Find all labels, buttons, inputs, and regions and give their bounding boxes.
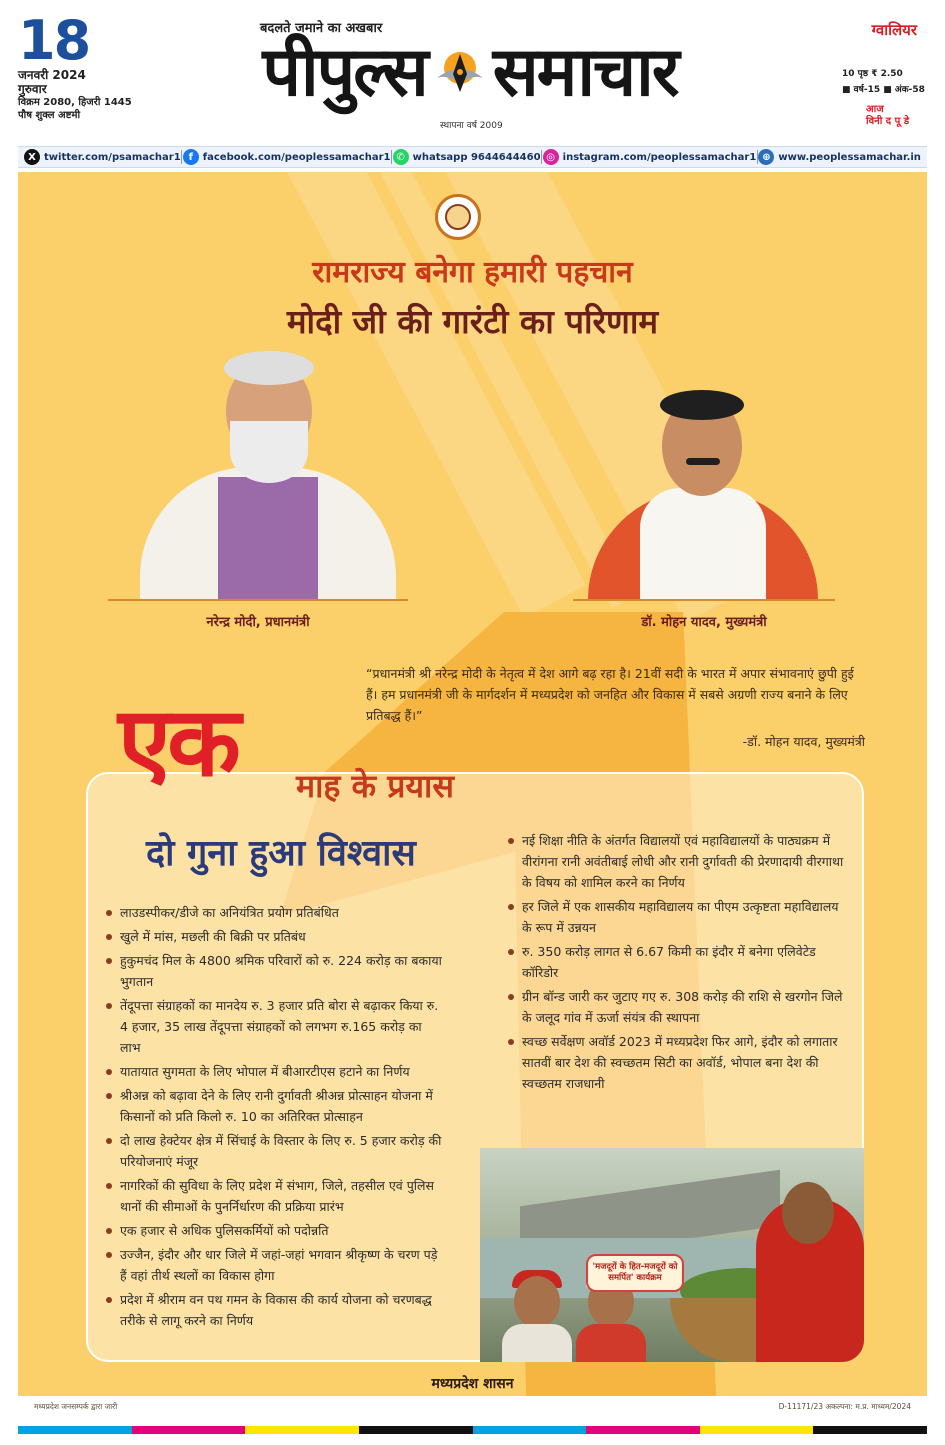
list-item: प्रदेश में श्रीराम वन पथ गमन के विकास की कार्य योजना को चरणबद्ध तरीके से लागू करने का निर्णय — [106, 1289, 446, 1331]
worker — [502, 1266, 572, 1362]
achievements-list-left — [106, 902, 446, 1334]
instagram-link[interactable] — [543, 149, 757, 165]
brand-left: पीपुल्स — [262, 33, 427, 112]
list-item: नागरिकों की सुविधा के लिए प्रदेश में संभाग, जिले, तहसील एवं पुलिस थानों की सीमाओं के पुनर्निर्धारण की प्रक्रिया प्रारंभ — [106, 1175, 446, 1217]
color-swatch — [813, 1426, 927, 1434]
achievements-list-right — [508, 830, 848, 1097]
newspaper-logo[interactable] — [170, 30, 770, 116]
print-color-bar — [18, 1426, 927, 1434]
photo-collage — [480, 1148, 864, 1362]
globe-icon: ⊕ — [758, 149, 774, 165]
facebook-handle: facebook.com/peoplessamachar1 — [202, 151, 391, 163]
instagram-icon: ◎ — [543, 149, 559, 165]
color-swatch — [473, 1426, 587, 1434]
ad-code: D-11171/23 अकल्पना: म.प्र. माध्यम/2024 — [778, 1402, 911, 1411]
color-swatch — [245, 1426, 359, 1434]
headline-secondary: मोदी जी की गारंटी का परिणाम — [286, 302, 659, 341]
woman-face — [782, 1182, 834, 1244]
color-swatch — [132, 1426, 246, 1434]
portrait-moustache — [686, 458, 720, 465]
calendar-line: विक्रम 2080, हिजरी 1445 — [18, 97, 132, 108]
mp-government-seal-icon — [435, 194, 481, 240]
ad-footer — [18, 1370, 927, 1396]
list-item: एक हजार से अधिक पुलिसकर्मियों को पदोन्नति — [106, 1220, 446, 1241]
pen-nib-logo-icon — [431, 44, 489, 102]
x-logo-icon: X — [24, 149, 40, 165]
website-url: www.peoplessamachar.in — [778, 151, 921, 163]
pm-portrait — [118, 347, 418, 599]
list-item: स्वच्छ सर्वेक्षण अवॉर्ड 2023 में मध्यप्रदेश फिर आगे, इंदौर को लगातार सातवीं बार देश की स्वच्छतम सिटी का अवॉर्ड, भोपाल बना देश की स्वच्छतम राजधानी — [508, 1031, 848, 1094]
color-swatch — [700, 1426, 814, 1434]
list-item: हुकुमचंद मिल के 4800 श्रमिक परिवारों को रु. 224 करोड़ का बकाया भुगतान — [106, 950, 446, 992]
list-item: हर जिले में एक शासकीय महाविद्यालय का पीएम उत्कृष्टता महाविद्यालय के रूप में उन्नयन — [508, 896, 848, 938]
list-item: श्रीअन्न को बढ़ावा देने के लिए रानी दुर्गावती श्रीअन्न प्रोत्साहन योजना में किसानों को प्रति किलो रु. 10 का अतिरिक्त प्रोत्साहन — [106, 1085, 446, 1127]
cm-quote: “प्रधानमंत्री श्री नरेन्द्र मोदी के नेतृत्व में देश आगे बढ़ रहा है। 21वीं सदी के भारत में अपार संभावनाएं छुपी हुई हैं। हम प्रधानमंत्री जी के मार्गदर्शन में मध्यप्रदेश को जनहित और विकास में सबसे अग्रणी राज्य बनाने के लिए प्रतिबद्ध हैं।” — [366, 666, 854, 723]
farmer-woman-photo — [756, 1168, 864, 1362]
tithi: पौष शुक्ल अष्टमी — [18, 110, 81, 121]
program-badge: 'मजदूरों के हित-मजदूरों को समर्पित' कार्यक्रम — [586, 1254, 684, 1292]
facebook-icon: f — [183, 149, 199, 165]
ek-headline: एक — [118, 686, 237, 798]
list-item: लाउडस्पीकर/डीजे का अनियंत्रित प्रयोग प्रतिबंधित — [106, 902, 446, 923]
instagram-handle: instagram.com/peoplessamachar1 — [562, 151, 757, 163]
twitter-handle: twitter.com/psamachar1 — [44, 151, 181, 163]
list-item: रु. 350 करोड़ लागत से 6.67 किमी का इंदौर में बनेगा एलिवेटेड कॉरिडोर — [508, 941, 848, 983]
date-block — [18, 9, 148, 122]
list-item: ग्रीन बॉन्ड जारी कर जुटाए गए रु. 308 करोड़ की राशि से खरगोन जिले के जलूद गांव में ऊर्जा संयंत्र की स्थापना — [508, 986, 848, 1028]
worker-shirt — [502, 1324, 572, 1362]
seal-inner — [445, 204, 471, 230]
masthead — [0, 0, 945, 145]
today-box — [866, 104, 909, 128]
list-item: नई शिक्षा नीति के अंतर्गत विद्यालयों एवं महाविद्यालयों के पाठ्यक्रम में वीरांगना रानी अवंतीबाई लोधी और रानी दुर्गावती की प्रेरणादायी वीरगाथा के विषय को शामिल करने का निर्णय — [508, 830, 848, 893]
worker-face — [514, 1276, 560, 1328]
color-swatch — [18, 1426, 132, 1434]
whatsapp-icon: ✆ — [393, 149, 409, 165]
edition-city: ग्वालियर — [871, 21, 917, 39]
pages-price: 10 पृष्ठ ₹ 2.50 — [842, 69, 903, 79]
name-underline — [573, 599, 835, 601]
date-number: 18 — [18, 9, 90, 72]
list-item: यातायात सुगमता के लिए भोपाल में बीआरटीएस हटाने का निर्णय — [106, 1061, 446, 1082]
today-label: आज — [866, 104, 884, 115]
brand-right: समाचार — [492, 33, 678, 112]
established-year: स्थापना वर्ष 2009 — [440, 121, 503, 131]
list-item: तेंदूपत्ता संग्राहकों का मानदेय रु. 3 हजार प्रति बोरा से बढ़ाकर किया रु. 4 हजार, 35 लाख तेंदूपत्ता संग्राहकों को लगभग रु.165 करोड़ का लाभ — [106, 995, 446, 1058]
pm-name: नरेन्द्र मोदी, प्रधानमंत्री — [206, 615, 310, 630]
headline-primary: रामराज्य बनेगा हमारी पहचान — [312, 255, 633, 290]
issued-by: मध्यप्रदेश जनसम्पर्क द्वारा जारी — [34, 1402, 118, 1411]
government-name: मध्यप्रदेश शासन — [431, 1375, 514, 1392]
quote-attribution: -डॉ. मोहन यादव, मुख्यमंत्री — [742, 734, 865, 749]
twitter-link[interactable] — [24, 149, 181, 165]
maah-ke-prayas: माह के प्रयास — [296, 767, 454, 805]
cm-name: डॉ. मोहन यादव, मुख्यमंत्री — [641, 615, 767, 630]
day-of-week: गुरुवार — [18, 82, 47, 96]
worker-shirt — [576, 1324, 646, 1362]
portrait-jacket — [640, 488, 766, 600]
list-item: उज्जैन, इंदौर और धार जिले में जहां-जहां भगवान श्रीकृष्ण के चरण पड़े हैं वहां तीर्थ स्थलों का विकास होगा — [106, 1244, 446, 1286]
list-item: खुले में मांस, मछली की बिक्री पर प्रतिबंध — [106, 926, 446, 947]
edition-info — [842, 66, 925, 98]
portrait-hair — [660, 390, 744, 420]
color-swatch — [359, 1426, 473, 1434]
volume-issue: ■ वर्ष-15 ■ अंक-58 — [842, 85, 925, 95]
name-underline — [108, 599, 408, 601]
date-month-year: जनवरी 2024 — [18, 68, 86, 82]
cm-portrait — [578, 390, 828, 600]
portrait-beard — [230, 421, 308, 483]
today-value: विनी द पू डे — [866, 116, 910, 127]
tagline: बदलते जमाने का अखबार — [260, 21, 383, 36]
list-item: दो लाख हेक्टेयर क्षेत्र में सिंचाई के विस्तार के लिए रु. 5 हजार करोड़ की परियोजनाएं मंजूर — [106, 1130, 446, 1172]
portrait-stole — [218, 477, 318, 599]
government-advertisement — [18, 172, 927, 1420]
doguna-vishwas: दो गुना हुआ विश्वास — [146, 833, 416, 874]
whatsapp-link[interactable] — [393, 149, 541, 165]
social-links-bar — [18, 146, 927, 168]
website-link[interactable] — [758, 149, 921, 165]
facebook-link[interactable] — [183, 149, 391, 165]
portrait-hair — [224, 351, 314, 385]
whatsapp-number: whatsapp 9644644460 — [412, 151, 541, 163]
color-swatch — [586, 1426, 700, 1434]
